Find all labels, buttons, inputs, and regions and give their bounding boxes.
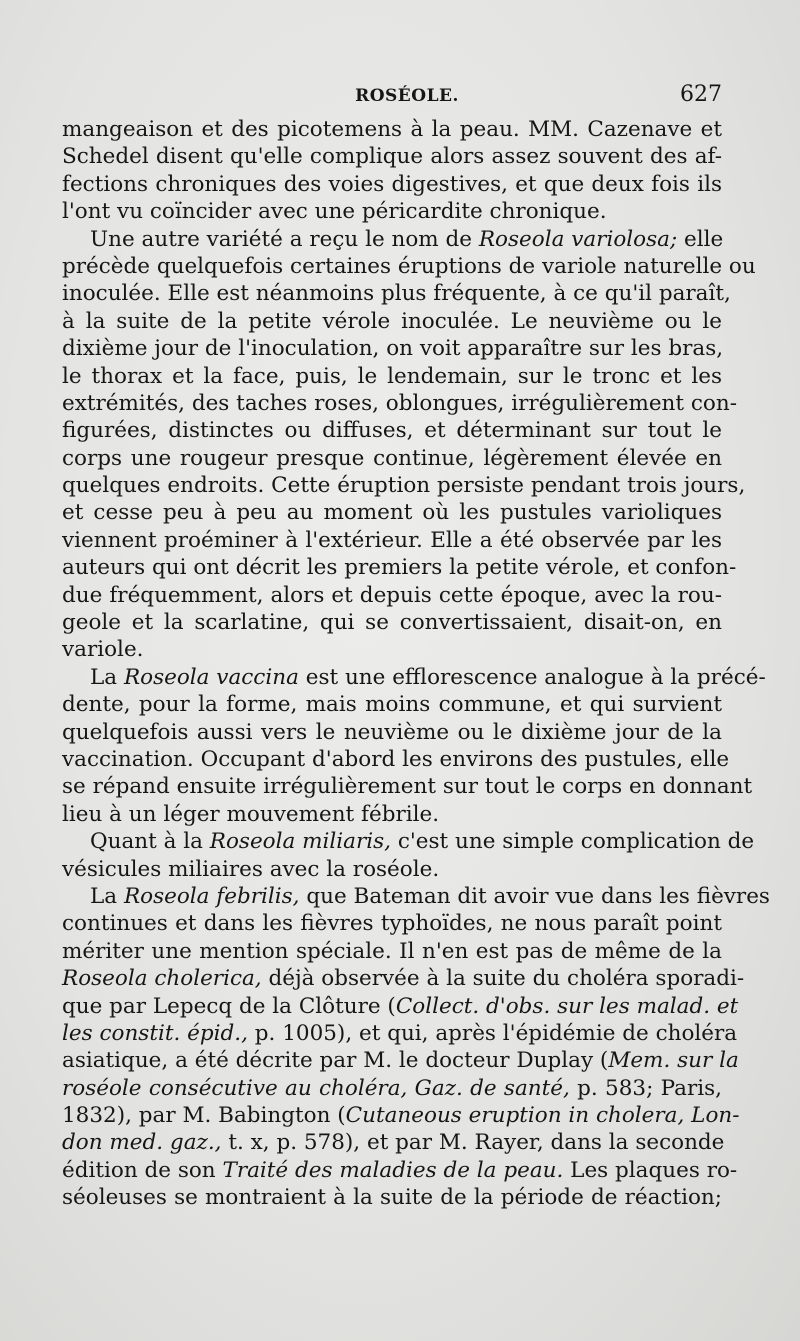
text-segment: l'ont vu coïncider avec une péricardite chronique. [62,199,607,225]
text-line [62,1102,740,1129]
running-title: ROSÉOLE. [355,86,459,106]
text-line [62,609,722,636]
text-line [62,1129,725,1156]
text-line [62,554,737,581]
text-line [62,993,739,1020]
text-segment: le thorax et la face, puis, le lendemain, sur le tronc et les [62,363,722,389]
text-segment: corps une rougeur presque continue, légèrement élevée en [62,445,722,471]
text-line [62,171,722,198]
body-text [62,116,770,1212]
italic-text: Traité des maladies de la peau. [222,1157,564,1183]
text-line [62,1157,738,1184]
text-segment: elle [677,226,724,252]
text-segment: continues et dans les fièvres typhoïdes, ne nous paraît point [62,911,722,937]
running-head [62,80,722,114]
text-line [62,472,746,499]
text-segment: mangeaison et des picotemens à la peau. MM. Cazenave et [62,117,722,142]
italic-text: Roseola vaccina [123,664,299,690]
text-segment: que Bateman dit avoir vue dans les fièvres [299,883,770,909]
text-line [62,746,730,773]
text-line [62,445,722,472]
text-segment: Schedel disent qu'elle complique alors assez souvent des af- [62,144,722,170]
text-line [62,965,745,992]
text-segment: vaccination. Occupant d'abord les environs des pustules, elle [62,746,730,772]
text-segment: déjà observée à la suite du choléra sporadi- [261,966,745,992]
text-line [62,280,731,307]
text-segment: Les plaques ro- [563,1157,738,1183]
text-segment: mériter une mention spéciale. Il n'en est pas de même de la [62,938,722,964]
text-segment: geole et la scarlatine, qui se convertissaient, disait-on, en [62,610,722,636]
text-segment: précède quelquefois certaines éruptions de variole naturelle ou [62,253,756,279]
text-line [62,801,722,828]
text-segment: et cesse peu à peu au moment où les pustules varioliques [62,500,722,526]
italic-text: roséole consécutive au choléra, Gaz. de santé, [62,1075,570,1101]
text-line [62,116,722,143]
italic-text: don med. gaz., [62,1130,222,1156]
text-segment: c'est une simple complication de [391,829,755,855]
text-segment: extrémités, des taches roses, oblongues, irrégulièrement con- [62,390,737,416]
text-line [62,1047,739,1074]
text-segment: se répand ensuite irrégulièrement sur tout le corps en donnant [62,774,753,800]
text-segment: fections chroniques des voies digestives, et que deux fois ils [62,171,722,197]
text-line [62,883,770,910]
text-line [62,253,756,280]
text-segment: Une autre variété a reçu le nom de [90,226,479,252]
italic-text: Roseola febrilis, [123,883,300,909]
text-segment: inoculée. Elle est néanmoins plus fréquente, à ce qu'il paraît, [62,281,731,307]
text-segment: quelques endroits. Cette éruption persiste pendant trois jours, [62,473,746,499]
text-segment: viennent proéminer à l'extérieur. Elle a été observée par les [62,527,722,553]
text-line [62,773,753,800]
text-line [62,719,722,746]
text-line [62,1075,722,1102]
italic-text: Mem. sur la [608,1048,739,1074]
text-line [62,363,722,390]
italic-text: les constit. épid., [62,1020,248,1046]
text-segment: 1832), par M. Babington ( [62,1103,346,1129]
text-segment: que par Lepecq de la Clôture ( [62,993,396,1019]
page-number: 627 [680,82,722,107]
italic-text: Roseola miliaris, [209,829,392,855]
text-segment: t. x, p. 578), et par M. Rayer, dans la seconde [221,1130,725,1156]
text-line [62,636,722,663]
text-line [62,226,722,253]
text-segment: p. 583; Paris, [569,1075,722,1101]
text-segment: vésicules miliaires avec la roséole. [62,856,440,882]
text-line [62,582,722,609]
text-line [62,856,722,883]
text-line [62,499,722,526]
text-segment: due fréquemment, alors et depuis cette époque, avec la rou- [62,582,722,608]
text-line [62,308,722,335]
text-segment: séoleuses se montraient à la suite de la période de réaction; [62,1185,722,1211]
text-segment: Quant à la [90,829,210,855]
italic-text: Roseola variolosa; [478,226,678,252]
text-line [62,335,722,362]
text-segment: asiatique, a été décrite par M. le docteur Duplay ( [62,1048,609,1074]
text-line [62,390,737,417]
text-segment: à la suite de la petite vérole inoculée. Le neuvième ou le [62,308,722,334]
text-segment: variole. [62,637,144,663]
text-line [62,691,722,718]
italic-text: Cutaneous eruption in cholera, Lon- [345,1103,740,1129]
text-line [62,198,722,225]
text-line [62,1184,722,1211]
text-line [62,417,722,444]
text-line [62,527,722,554]
text-segment: La [90,664,124,690]
text-segment: édition de son [62,1157,223,1183]
text-line [62,938,722,965]
text-segment: lieu à un léger mouvement fébrile. [62,801,440,827]
text-segment: dixième jour de l'inoculation, on voit apparaître sur les bras, [62,336,724,362]
text-line [62,828,755,855]
text-segment: p. 1005), et qui, après l'épidémie de choléra [247,1020,738,1046]
text-segment: dente, pour la forme, mais moins commune, et qui survient [62,692,722,718]
text-segment: est une efflorescence analogue à la précé- [298,664,766,690]
text-segment: figurées, distinctes ou diffuses, et déterminant sur tout le [62,418,722,444]
text-segment: auteurs qui ont décrit les premiers la petite vérole, et confon- [62,555,737,581]
text-segment: La [90,883,124,909]
text-segment: quelquefois aussi vers le neuvième ou le dixième jour de la [62,719,722,745]
text-line [62,1020,738,1047]
italic-text: Collect. d'obs. sur les malad. et [395,993,739,1019]
italic-text: Roseola cholerica, [62,966,262,992]
text-line [62,664,766,691]
text-line [62,910,722,937]
text-line [62,143,722,170]
